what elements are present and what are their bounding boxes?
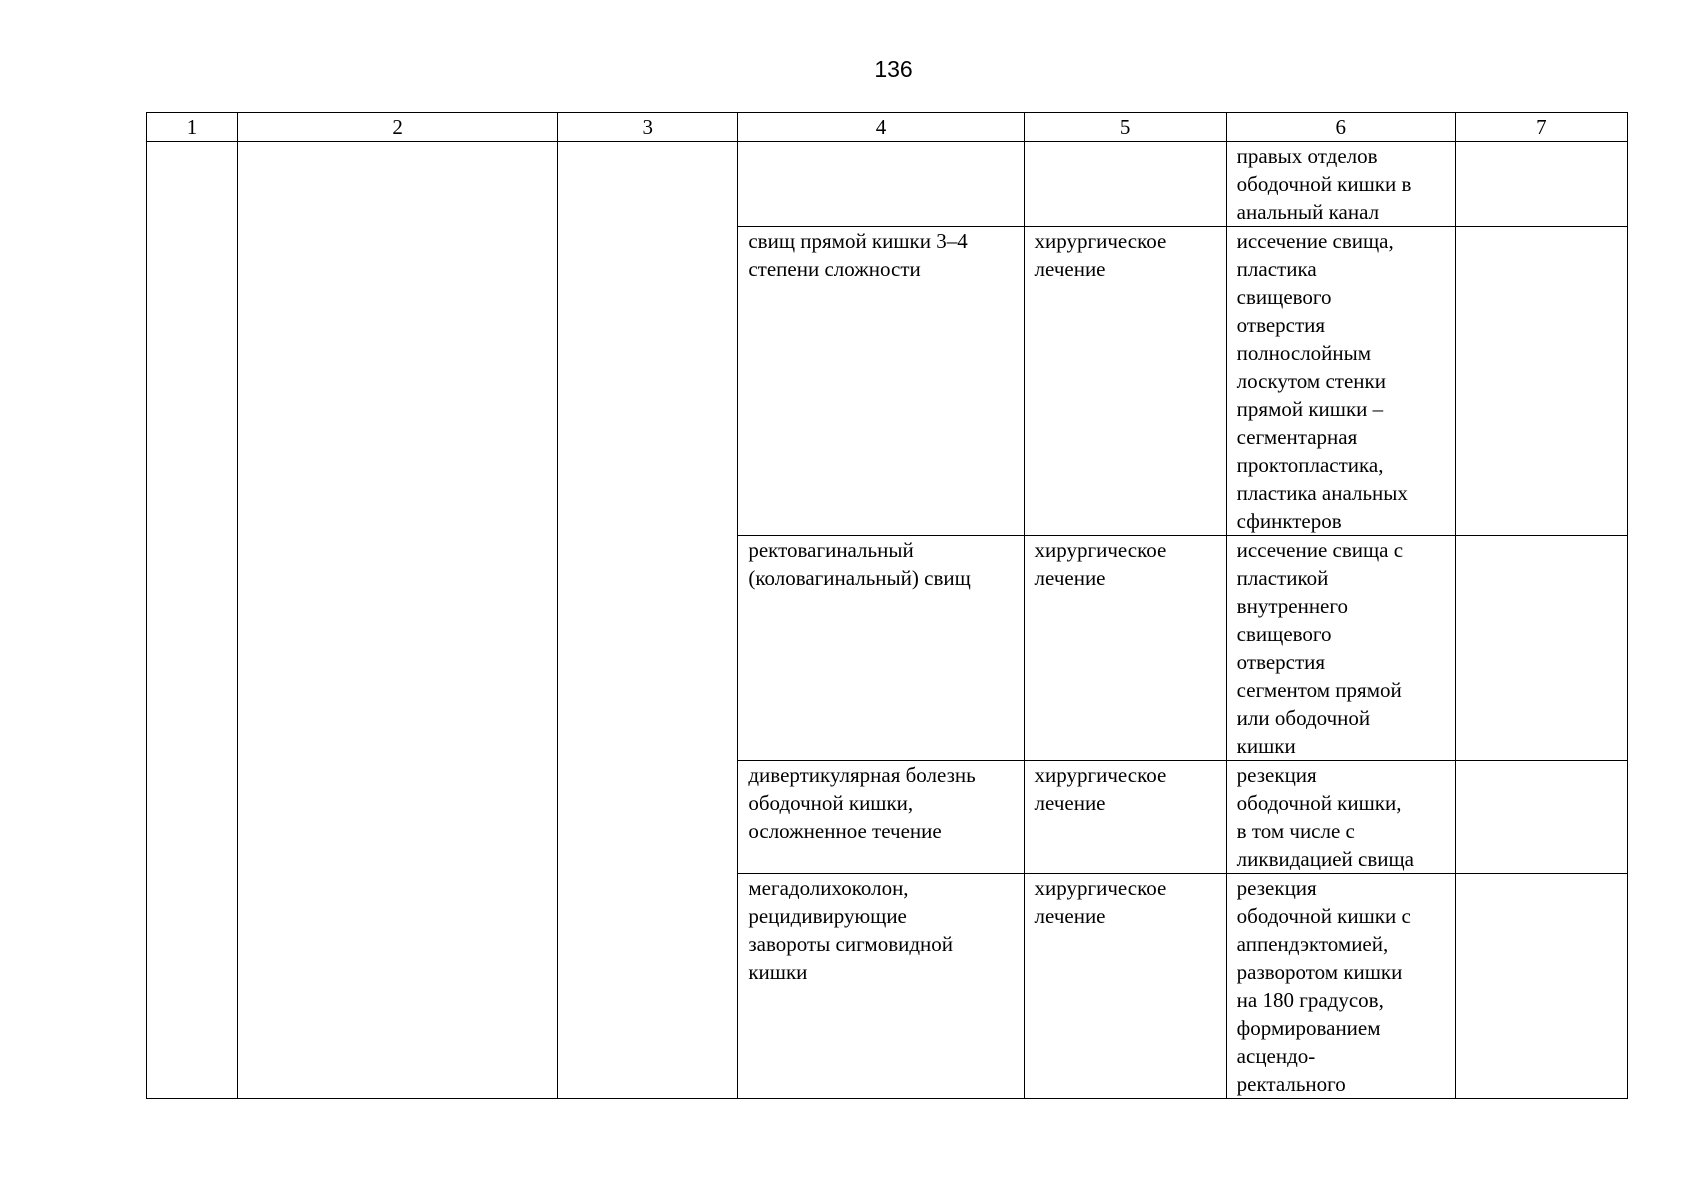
- page-number: 136: [874, 56, 913, 82]
- treatment-cell: [1024, 536, 1226, 761]
- cell-col-7: [1455, 536, 1627, 761]
- procedures-table: [146, 112, 1628, 1099]
- method-cell: [1226, 227, 1455, 536]
- cell-col-3: [558, 142, 738, 1099]
- column-header-5: 5: [1024, 113, 1226, 142]
- column-header-3: 3: [558, 113, 738, 142]
- cell-col-7: [1455, 227, 1627, 536]
- treatment-cell: [1024, 227, 1226, 536]
- method-cell: [1226, 874, 1455, 1099]
- column-header-1: 1: [147, 113, 238, 142]
- diagnosis-text: ректовагинальный (коловагинальный) свищ: [748, 538, 971, 590]
- method-cell: [1226, 536, 1455, 761]
- table-header-row: [147, 113, 1628, 142]
- cell-col-7: [1455, 142, 1627, 227]
- treatment-text: хирургическое лечение: [1034, 538, 1167, 590]
- column-header-6: 6: [1226, 113, 1455, 142]
- method-text: иссечение свища с пластикой внутреннего свищевого отверстия сегментом прямой или ободочной кишки: [1236, 538, 1404, 758]
- treatment-text: хирургическое лечение: [1034, 229, 1167, 281]
- diagnosis-cell: [738, 227, 1024, 536]
- method-cell: [1226, 761, 1455, 874]
- method-cell: [1226, 142, 1455, 227]
- method-text: резекция ободочной кишки с аппендэктомией, разворотом кишки на 180 градусов, формированием асцендо- ректального: [1236, 876, 1411, 1096]
- method-text: резекция ободочной кишки, в том числе с ликвидацией свища: [1236, 763, 1415, 871]
- diagnosis-cell: [738, 142, 1024, 227]
- treatment-text: хирургическое лечение: [1034, 876, 1167, 928]
- diagnosis-text: дивертикулярная болезнь ободочной кишки, осложненное течение: [748, 763, 976, 843]
- column-header-7: 7: [1455, 113, 1627, 142]
- diagnosis-text: мегадолихоколон, рецидивирующие завороты сигмовидной кишки: [748, 876, 954, 984]
- diagnosis-cell: [738, 874, 1024, 1099]
- cell-col-2: [238, 142, 558, 1099]
- table-row: [147, 142, 1628, 227]
- method-text: иссечение свища, пластика свищевого отверстия полнослойным лоскутом стенки прямой кишки – сегментарная проктопластика, пластика анальных сфинктеров: [1236, 229, 1408, 533]
- treatment-text: хирургическое лечение: [1034, 763, 1167, 815]
- cell-col-1: [147, 142, 238, 1099]
- diagnosis-text: свищ прямой кишки 3–4 степени сложности: [748, 229, 968, 281]
- cell-col-7: [1455, 874, 1627, 1099]
- treatment-cell: [1024, 142, 1226, 227]
- diagnosis-cell: [738, 536, 1024, 761]
- column-header-2: 2: [238, 113, 558, 142]
- diagnosis-cell: [738, 761, 1024, 874]
- treatment-cell: [1024, 761, 1226, 874]
- cell-col-7: [1455, 761, 1627, 874]
- treatment-cell: [1024, 874, 1226, 1099]
- column-header-4: 4: [738, 113, 1024, 142]
- method-text: правых отделов ободочной кишки в анальный канал: [1236, 144, 1412, 224]
